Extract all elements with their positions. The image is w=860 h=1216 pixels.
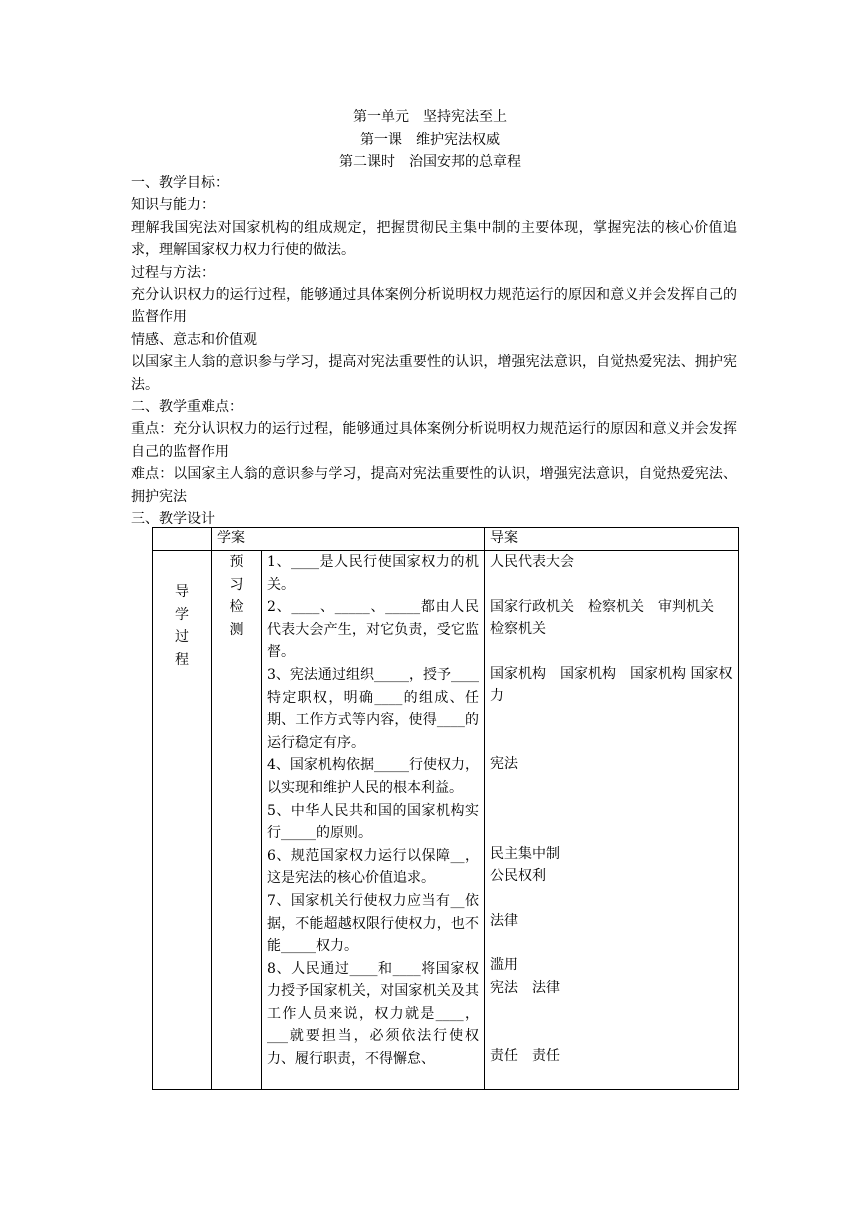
question-item: 8、人民通过____和____将国家权力授予国家机关，对国家机关及其工作人员来说，权力就是____，___就要担当，必须依法行使权力、履行职责，不得懈怠、 [267, 960, 479, 1068]
table-header-row [153, 528, 739, 551]
process-label: 过程与方法： [131, 264, 215, 281]
period-title: 第二课时 治国安邦的总章程 [339, 154, 521, 170]
answer-item: 宪法 法律 [490, 979, 560, 996]
emotion-text: 以国家主人翁的意识参与学习，提高对宪法重要性的认识，增强宪法意识，自觉热爱宪法、拥护宪法。 [131, 354, 737, 393]
question-item: 5、中华人民共和国的国家机构实行_____的原则。 [267, 802, 479, 842]
answer-item: 民主集中制 [490, 845, 560, 862]
subphase-label [212, 551, 262, 1090]
subphase-char: 习 [229, 576, 244, 593]
answer-item: 责任 责任 [490, 1047, 560, 1064]
subphase-char: 预 [229, 554, 244, 570]
subphase-char: 测 [229, 621, 244, 638]
question-item: 7、国家机关行使权力应当有__依据，不能超越权限行使权力，也不能_____权力。 [267, 892, 479, 955]
header-study-plan: 学案 [212, 528, 485, 551]
knowledge-text: 理解我国宪法对国家机构的组成规定，把握贯彻民主集中制的主要体现，掌握宪法的核心价值追求，理解国家权力权力行使的做法。 [131, 219, 737, 259]
answer-item: 滥用 [490, 957, 518, 974]
question-cell [262, 551, 485, 1090]
phase-char: 过 [175, 629, 189, 646]
answer-item: 公民权利 [490, 868, 546, 885]
answer-item: 国家机构 国家机构 国家机构 国家权力 [490, 665, 733, 705]
answer-item: 法律 [490, 912, 518, 929]
phase-char: 学 [175, 606, 189, 623]
phase-label [153, 551, 212, 1090]
lesson-title: 第一课 维护宪法权威 [360, 132, 500, 148]
answer-item: 人民代表大会 [490, 554, 574, 570]
lesson-design-table [152, 527, 739, 1090]
question-item: 4、国家机构依据_____行使权力，以实现和维护人民的根本利益。 [267, 757, 479, 796]
header-guide-plan: 导案 [485, 528, 739, 551]
answer-item: 国家行政机关 检察机关 审判机关 检察机关 [490, 598, 728, 638]
question-item: 3、宪法通过组织_____，授予____特定职权，明确____的组成、任期、工作方式等内容，使得____的运行稳定有序。 [267, 666, 479, 751]
phase-char: 导 [175, 584, 189, 600]
question-item: 6、规范国家权力运行以保障__，这是宪法的核心价值追求。 [267, 847, 479, 887]
knowledge-label: 知识与能力： [131, 197, 215, 214]
difficult-point: 难点：以国家主人翁的意识参与学习，提高对宪法重要性的认识，增强宪法意识，自觉热爱宪法、拥护宪法 [131, 466, 737, 505]
goal-heading: 一、教学目标： [131, 175, 229, 191]
phase-char: 程 [175, 651, 189, 668]
key-heading: 二、教学重难点： [131, 399, 243, 416]
key-point: 重点：充分认识权力的运行过程，能够通过具体案例分析说明权力规范运行的原因和意义并会发挥自己的监督作用 [131, 421, 737, 460]
header-empty-cell [153, 528, 212, 551]
table-row [153, 551, 739, 1090]
subphase-char: 检 [229, 599, 244, 616]
design-heading: 三、教学设计 [131, 511, 215, 528]
unit-title: 第一单元 坚持宪法至上 [353, 109, 507, 125]
answer-cell [485, 551, 739, 1090]
document-body [131, 172, 737, 531]
answer-item: 宪法 [490, 755, 518, 772]
process-text: 充分认识权力的运行过程，能够通过具体案例分析说明权力规范运行的原因和意义并会发挥自己的监督作用 [131, 287, 737, 326]
question-item: 1、____是人民行使国家权力的机关。 [267, 554, 479, 593]
question-item: 2、____、_____、_____都由人民代表大会产生，对它负责，受它监督。 [267, 599, 479, 661]
emotion-label: 情感、意志和价值观 [131, 331, 257, 348]
